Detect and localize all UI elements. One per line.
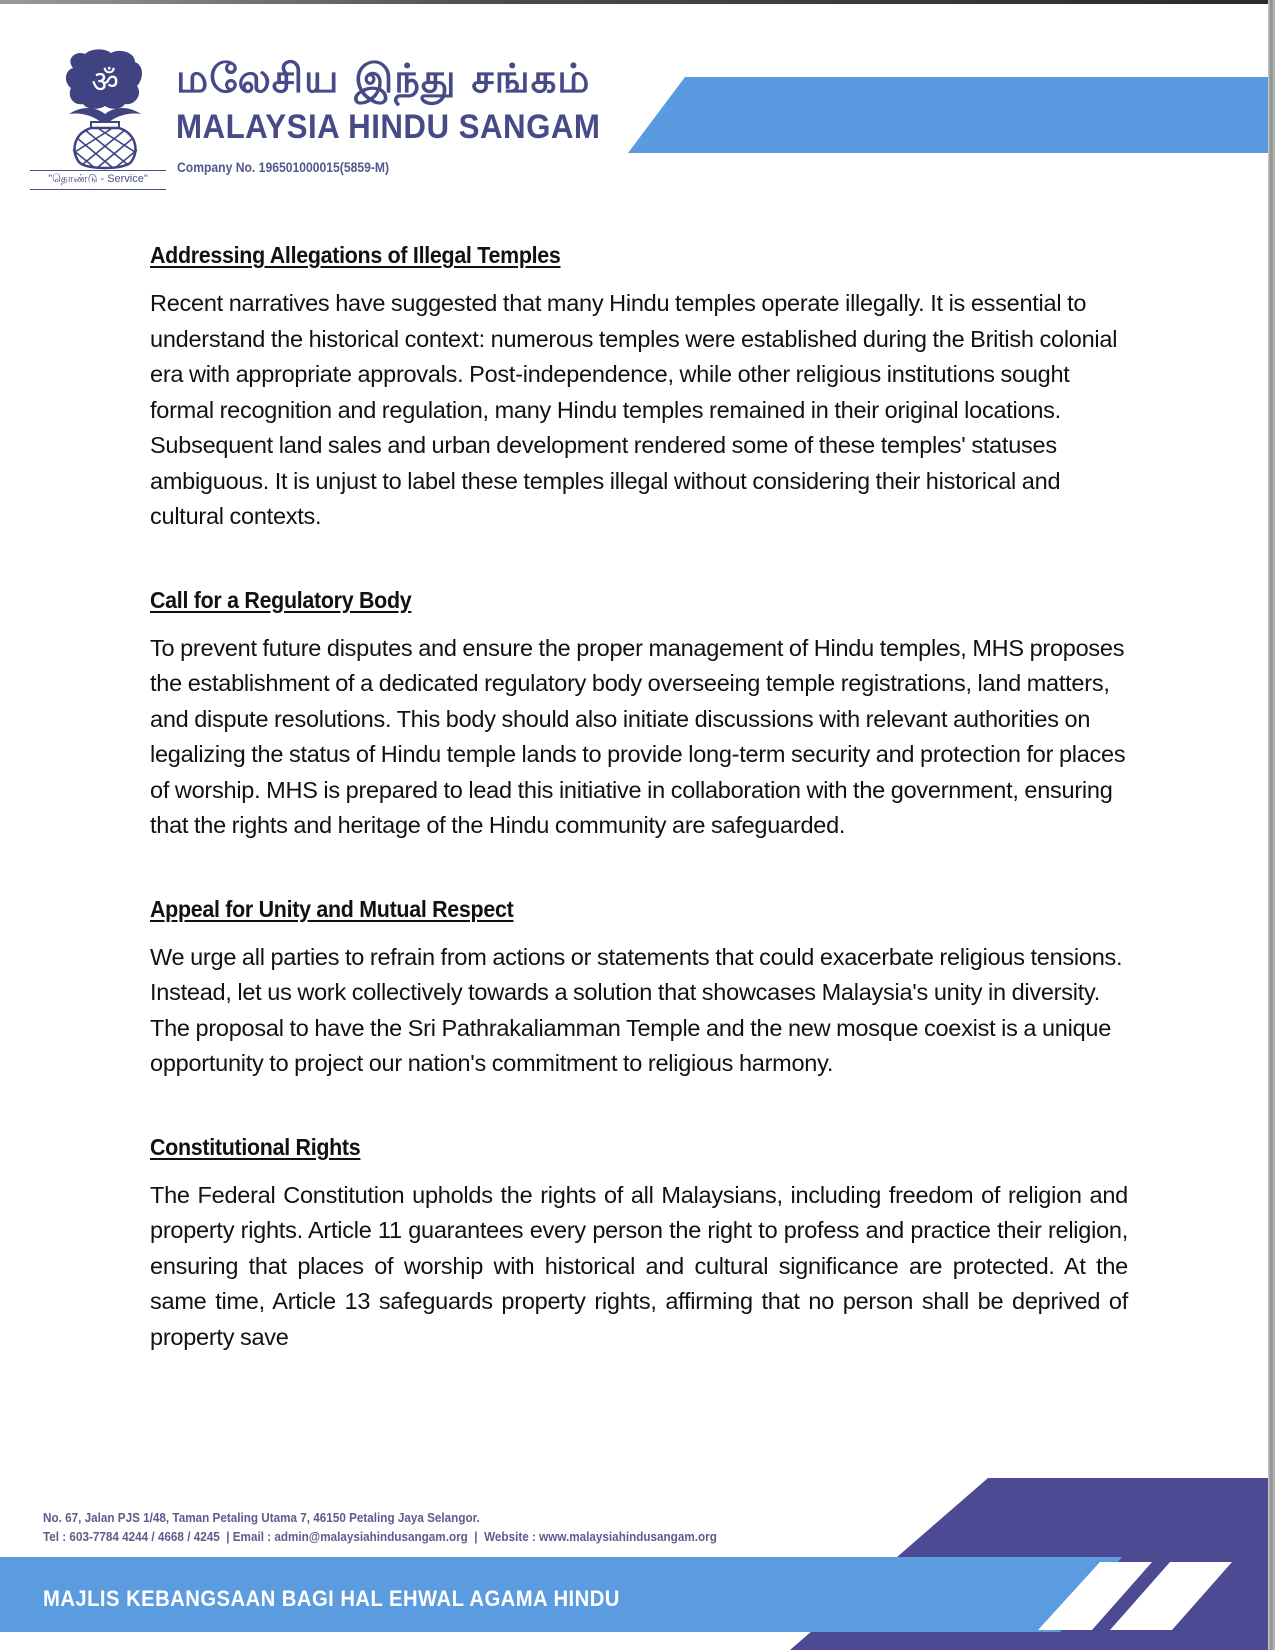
section-paragraph: To prevent future disputes and ensure the proper management of Hindu temples, MHS proposes the establishment of a dedicated regulatory body overseeing temple registrations, land matters, and dispute resolutions. This body should also initiate discussions with relevant authorities on legalizing the status of Hindu temple lands to provide long-term security and protection for places of worship. MHS is prepared to lead this initiative in collaboration with the government, ensuring that the rights and heritage of the Hindu community are safeguarded. <box>150 634 1126 838</box>
section-paragraph: The Federal Constitution upholds the rights of all Malaysians, including freedom of religion and property rights. Article 11 guarantees every person the right to profess and practice their religion, ensuring that places of worship with historical and cultural significance are protected. At the same time, Article 13 safeguards property rights, affirming that no person shall be deprived of property save <box>150 1181 1128 1350</box>
section-constitutional-rights <box>150 1130 1128 1356</box>
section-paragraph: Recent narratives have suggested that many Hindu temples operate illegally. It is essential to understand the historical context: numerous temples were established during the British colonial era with appropriate approvals. Post-independence, while other religious institutions sought formal recognition and regulation, many Hindu temples remained in their original locations. Subsequent land sales and urban development rendered some of these temples' statuses ambiguous. It is unjust to label these temples illegal without considering their historical and cultural contexts. <box>150 290 1118 529</box>
letter-body <box>150 238 1128 1355</box>
scan-border-top <box>0 0 1275 4</box>
footer-contact <box>43 1508 717 1546</box>
org-name: MALAYSIA HINDU SANGAM <box>176 108 601 146</box>
section-illegal-temples <box>150 238 1128 535</box>
company-number: Company No. 196501000015(5859-M) <box>177 160 390 175</box>
org-name-tamil: மலேசிய இந்து சங்கம் <box>176 56 591 102</box>
footer-banner-title: MAJLIS KEBANGSAAN BAGI HAL EHWAL AGAMA HINDU <box>43 1586 620 1611</box>
om-symbol: ॐ <box>91 65 119 100</box>
section-paragraph: We urge all parties to refrain from actions or statements that could exacerbate religious tensions. Instead, let us work collectively towards a solution that showcases Malaysia's unity in diversity. The proposal to have the Sri Pathrakaliamman Temple and the new mosque coexist is a unique opportunity to project our nation's commitment to religious harmony. <box>150 943 1123 1076</box>
footer-phone-email-website: Tel : 603-7784 4244 / 4668 / 4245 | Email : admin@malaysiahindusangam.org | Website : www.malaysiahindusangam.org <box>43 1529 717 1544</box>
scan-border-right <box>1268 0 1275 1650</box>
section-title: Constitutional Rights <box>150 1133 361 1160</box>
section-title: Appeal for Unity and Mutual Respect <box>150 895 514 922</box>
section-unity <box>150 892 1128 1082</box>
section-regulatory-body <box>150 583 1128 844</box>
footer-address: No. 67, Jalan PJS 1/48, Taman Petaling Utama 7, 46150 Petaling Jaya Selangor. <box>43 1510 480 1525</box>
footer-graphic <box>0 1470 1275 1650</box>
logo-caption: "தொண்டு - Service" <box>30 170 166 190</box>
section-title: Addressing Allegations of Illegal Temples <box>150 242 561 268</box>
logo-icon <box>55 48 155 178</box>
header-blue-parallelogram <box>628 77 1270 153</box>
section-title: Call for a Regulatory Body <box>150 586 412 613</box>
